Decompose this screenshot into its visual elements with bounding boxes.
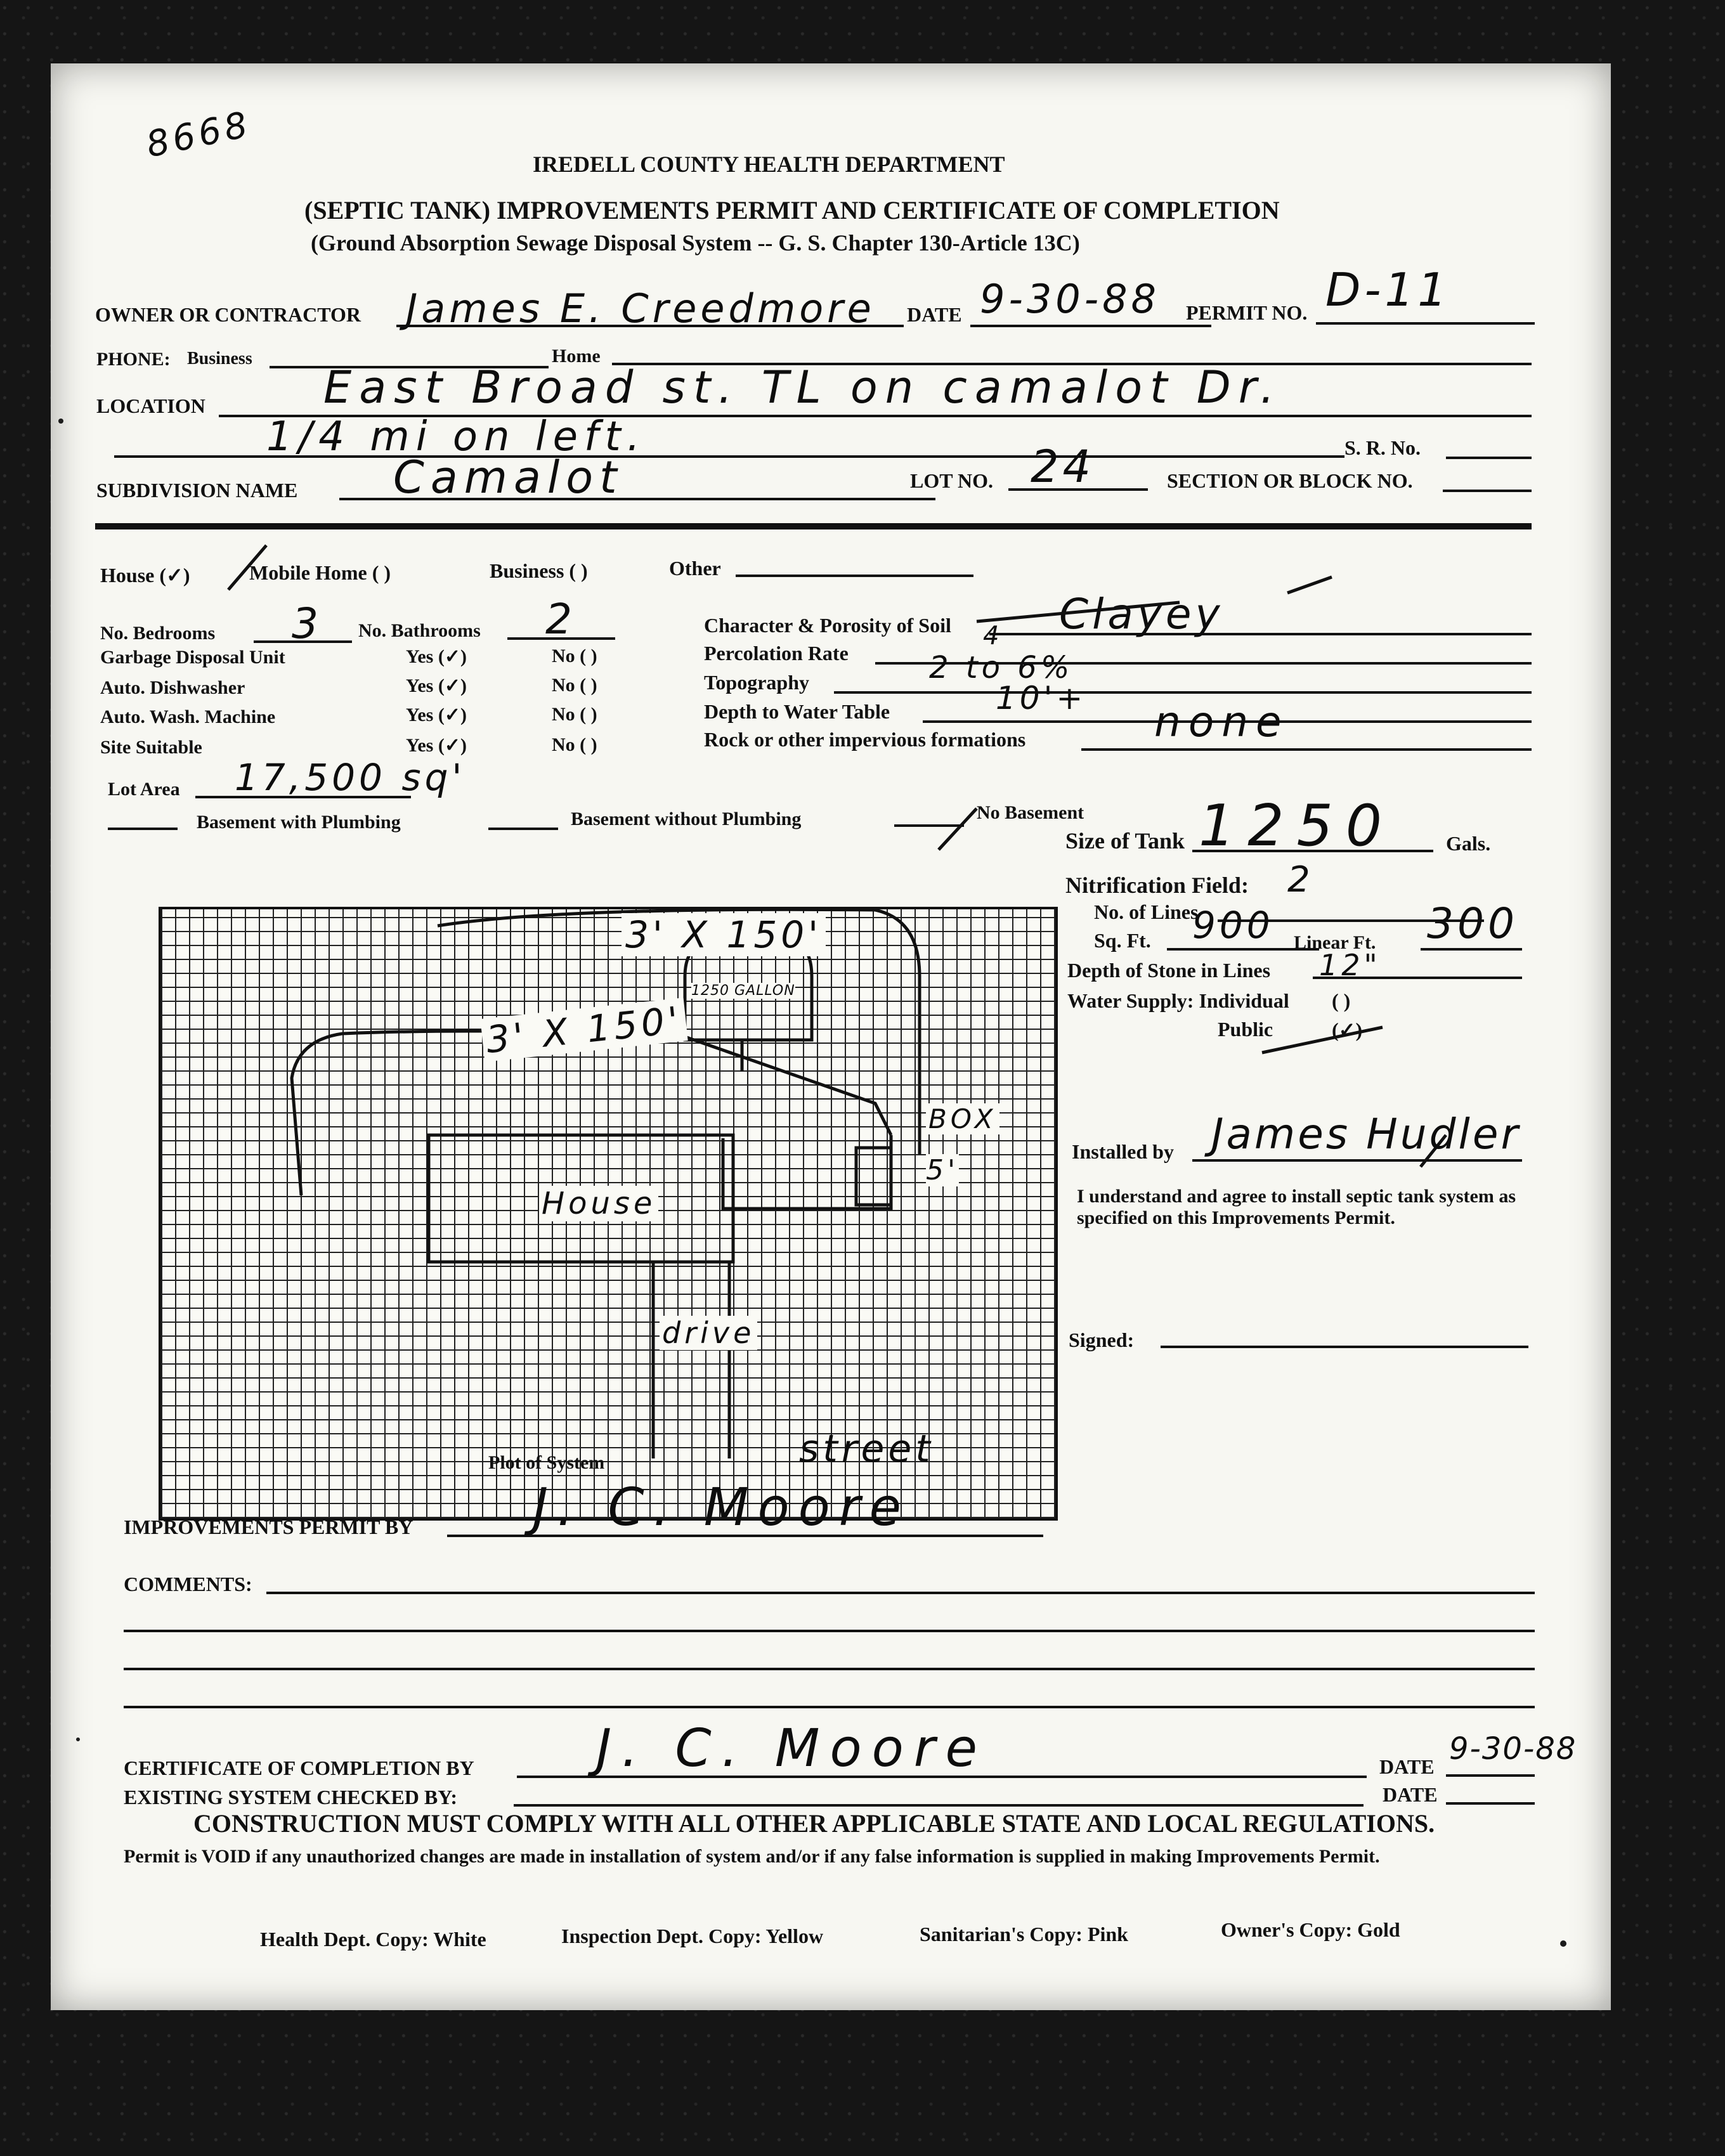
copy-health: Health Dept. Copy: White — [260, 1928, 486, 1951]
bathrooms-label: No. Bathrooms — [358, 620, 481, 641]
linear-ft-value: 300 — [1427, 899, 1518, 948]
washer-label: Auto. Wash. Machine — [100, 706, 276, 727]
garbage-no: No ( ) — [552, 646, 597, 666]
site-suitable-label: Site Suitable — [100, 737, 202, 758]
stone-depth-value: 12" — [1319, 948, 1381, 982]
agency-title: IREDELL COUNTY HEALTH DEPARTMENT — [533, 152, 1005, 177]
completion-date-label: DATE — [1379, 1755, 1435, 1778]
phone-home-label: Home — [552, 346, 601, 367]
plot-drive-label: drive — [660, 1316, 757, 1350]
completion-date-underline — [1446, 1774, 1535, 1777]
nitrification-value: 2 — [1287, 859, 1314, 900]
void-notice: Permit is VOID if any unauthorized changes are made in installation of system and/or if any false information is supplied in making Improvements Permit. — [124, 1846, 1380, 1867]
signed-label: Signed: — [1069, 1328, 1135, 1351]
lot-area-value: 17,500 sq' — [235, 756, 466, 799]
water-supply-label: Water Supply: Individual — [1067, 989, 1289, 1012]
comments-label: COMMENTS: — [124, 1573, 252, 1595]
regulations-notice: CONSTRUCTION MUST COMPLY WITH ALL OTHER APPLICABLE STATE AND LOCAL REGULATIONS. — [193, 1809, 1435, 1838]
tank-size-label: Size of Tank — [1065, 828, 1185, 854]
topography-label: Topography — [704, 671, 809, 694]
basement-with-plumbing: Basement with Plumbing — [197, 812, 401, 833]
washer-no: No ( ) — [552, 704, 597, 725]
location-label: LOCATION — [96, 394, 205, 417]
signed-underline — [1161, 1346, 1528, 1348]
location-line1: East Broad st. TL on camalot Dr. — [323, 361, 1282, 413]
site-suitable-yes: Yes (✓) — [406, 735, 467, 756]
permit-by-label: IMPROVEMENTS PERMIT BY — [124, 1516, 413, 1538]
tank-size-unit: Gals. — [1446, 832, 1491, 855]
copy-inspection: Inspection Dept. Copy: Yellow — [561, 1925, 824, 1947]
installed-by-underline — [1192, 1159, 1522, 1162]
copy-owner: Owner's Copy: Gold — [1221, 1918, 1400, 1941]
plot-tank-label: 1250 GALLON — [691, 983, 795, 999]
linear-ft-underline — [1421, 948, 1522, 951]
scan-speck — [1560, 1940, 1566, 1947]
lot-area-label: Lot Area — [108, 779, 180, 800]
mobile-home-option: Mobile Home ( ) — [249, 561, 391, 584]
dishwasher-yes: Yes (✓) — [406, 675, 467, 696]
installed-by-label: Installed by — [1072, 1140, 1174, 1163]
tank-size-value: 1250 — [1199, 793, 1395, 859]
perc-rate-label: Percolation Rate — [704, 642, 849, 665]
basement-without-plumbing: Basement without Plumbing — [571, 808, 802, 829]
bathrooms-value: 2 — [545, 595, 576, 644]
dishwasher-no: No ( ) — [552, 675, 597, 696]
other-option: Other — [669, 557, 721, 580]
water-table-label: Depth to Water Table — [704, 700, 890, 723]
permit-form — [51, 63, 1611, 2010]
soil-character-value: Clayey — [1059, 590, 1224, 639]
plot-field-top: 3' X 150' — [622, 913, 826, 956]
lot-no-value: 24 — [1031, 441, 1095, 493]
form-title: (SEPTIC TANK) IMPROVEMENTS PERMIT AND CERTIFICATE OF COMPLETION — [304, 196, 1280, 224]
section-label: SECTION OR BLOCK NO. — [1167, 469, 1413, 492]
water-supply-individual: ( ) — [1332, 989, 1351, 1012]
rock-label: Rock or other impervious formations — [704, 728, 1026, 751]
location-line2: 1/4 mi on left. — [266, 413, 646, 460]
phone-business-label: Business — [187, 349, 252, 368]
lot-no-label: LOT NO. — [910, 469, 993, 492]
comments-line-3 — [124, 1668, 1535, 1670]
owner-date-label: DATE — [907, 303, 962, 326]
house-option: House (✓) — [100, 564, 190, 587]
soil-character-label: Character & Porosity of Soil — [704, 614, 951, 637]
form-subtitle: (Ground Absorption Sewage Disposal System -- G. S. Chapter 130-Article 13C) — [311, 230, 1080, 256]
comments-line-2 — [124, 1630, 1535, 1632]
existing-system-underline — [514, 1804, 1364, 1807]
bedrooms-label: No. Bedrooms — [100, 623, 216, 644]
completion-date-value: 9-30-88 — [1449, 1731, 1577, 1767]
washer-yes: Yes (✓) — [406, 705, 467, 725]
permit-no-value: D-11 — [1325, 263, 1451, 316]
bedrooms-value: 3 — [292, 599, 322, 648]
sr-no-label: S. R. No. — [1344, 436, 1421, 459]
owner-value: James E. Creedmore — [406, 285, 875, 332]
garbage-yes: Yes (✓) — [406, 646, 467, 667]
stone-depth-label: Depth of Stone in Lines — [1067, 959, 1271, 982]
scan-speck — [58, 419, 63, 424]
installer-statement: I understand and agree to install septic tank system as specified on this Improvements Permit. — [1077, 1186, 1516, 1228]
water-supply-public-label: Public — [1218, 1018, 1273, 1041]
no-basement: No Basement — [977, 802, 1084, 823]
linear-ft-label: Linear Ft. — [1294, 932, 1376, 953]
scan-speck — [76, 1737, 80, 1741]
subdivision-label: SUBDIVISION NAME — [96, 479, 298, 502]
owner-date-value: 9-30-88 — [980, 276, 1160, 322]
stamp-number: 8668 — [143, 103, 255, 166]
plot-house-label: House — [539, 1186, 658, 1221]
existing-date-label: DATE — [1383, 1783, 1438, 1806]
garbage-label: Garbage Disposal Unit — [100, 647, 285, 668]
plot-caption: Plot of System — [488, 1452, 605, 1473]
perc-rate-value: 4 — [983, 621, 1003, 651]
water-supply-public: (✓) — [1332, 1018, 1363, 1041]
plot-field-mid: 3' X 150' — [480, 997, 687, 1062]
business-option: Business ( ) — [490, 559, 588, 582]
comments-line-4 — [124, 1706, 1535, 1708]
completion-value: J. C. Moore — [596, 1718, 987, 1779]
owner-label: OWNER OR CONTRACTOR — [95, 303, 361, 326]
subdivision-value: Camalot — [393, 451, 623, 503]
nitrification-label: Nitrification Field: — [1065, 873, 1249, 898]
plot-box-label: BOX — [926, 1103, 999, 1134]
comments-line-1 — [266, 1592, 1535, 1594]
site-suitable-no: No ( ) — [552, 734, 597, 755]
sqft-label: Sq. Ft. — [1094, 929, 1151, 952]
dishwasher-label: Auto. Dishwasher — [100, 677, 245, 698]
completion-label: CERTIFICATE OF COMPLETION BY — [124, 1757, 474, 1779]
water-table-value: 10'+ — [996, 680, 1087, 717]
installed-by-value: James Hudler — [1211, 1110, 1521, 1159]
plot-box-dim: 5' — [926, 1154, 960, 1186]
existing-date-underline — [1446, 1802, 1535, 1805]
phone-label: PHONE: — [96, 349, 171, 370]
no-of-lines-label: No. of Lines — [1094, 900, 1199, 923]
topography-value: 2 to 6% — [929, 650, 1074, 685]
permit-no-label: PERMIT NO. — [1186, 301, 1308, 324]
existing-system-label: EXISTING SYSTEM CHECKED BY: — [124, 1786, 458, 1809]
rock-value: none — [1154, 698, 1289, 746]
plot-street-label: street — [799, 1427, 934, 1471]
sqft-value: 900 — [1192, 904, 1274, 947]
copy-sanitarian: Sanitarian's Copy: Pink — [920, 1923, 1128, 1945]
permit-by-value: J. C. Moore — [533, 1477, 910, 1538]
